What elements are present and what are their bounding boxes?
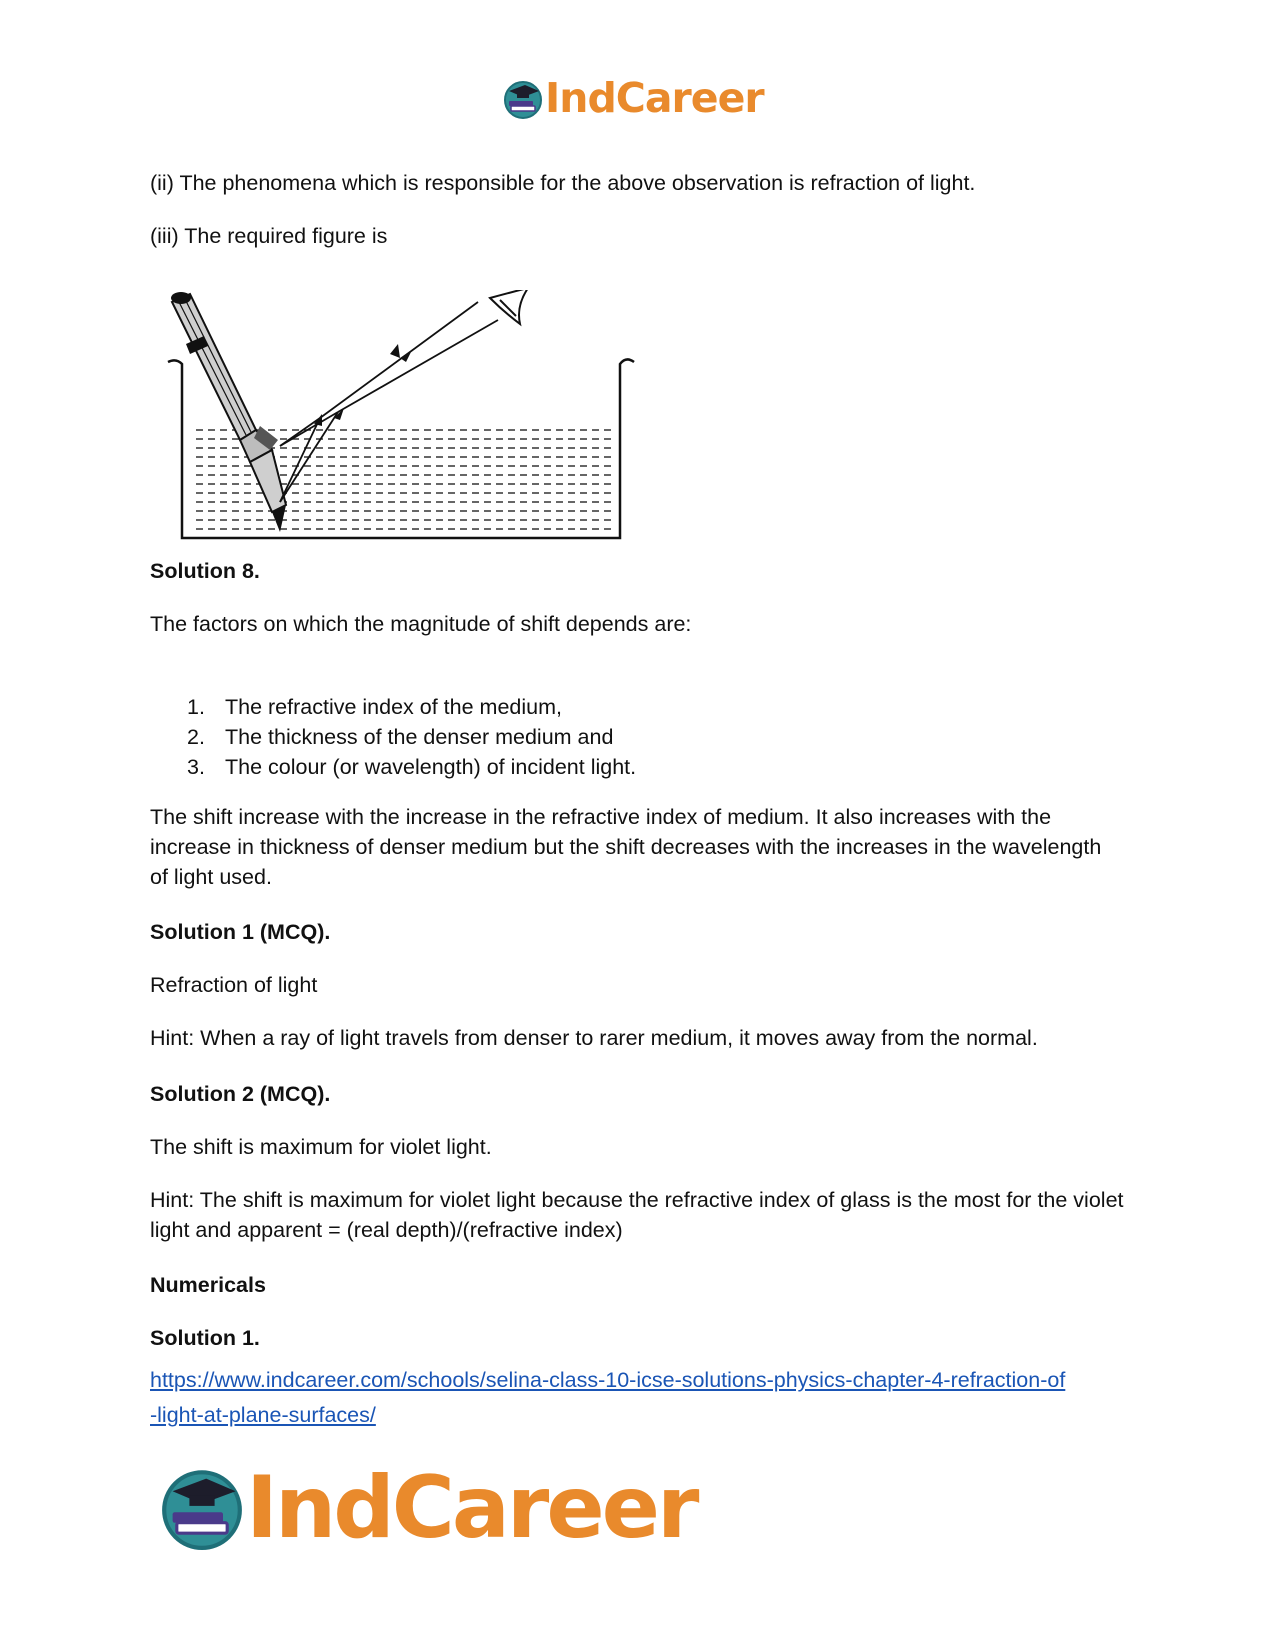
footer-logo [160, 1458, 697, 1558]
footer-logo-text: IndCareer [246, 1458, 697, 1558]
solution-link-line-1[interactable]: https://www.indcareer.com/schools/selina-class-10-icse-solutions-physics-chapter-4-refraction-of [150, 1368, 1066, 1392]
refraction-pencil-figure [160, 290, 650, 550]
mcq-2-hint: Hint: The shift is maximum for violet light because the refractive index of glass is the most for the violet light and apparent = (real depth)/(refractive index) [150, 1188, 1124, 1242]
solution-8-intro: The factors on which the magnitude of shift depends are: [150, 612, 692, 636]
graduation-book-emblem-icon [503, 79, 543, 119]
light-rays [280, 302, 498, 502]
solution-8-explanation: The shift increase with the increase in the refractive index of medium. It also increases with the increase in thickness of denser medium but the shift decreases with the increases in the wavelength of light used. [150, 805, 1102, 889]
graduation-book-emblem-icon [160, 1466, 244, 1550]
mcq-2-answer: The shift is maximum for violet light. [150, 1135, 492, 1159]
factors-list [150, 692, 636, 782]
list-item: 3. The colour (or wavelength) of incident light. [187, 755, 637, 779]
numerical-solution-1-heading: Solution 1. [150, 1326, 260, 1350]
answer-ii: (ii) The phenomena which is responsible for the above observation is refraction of light. [150, 171, 976, 195]
ray-arrowheads [314, 344, 412, 426]
numericals-heading: Numericals [150, 1273, 266, 1297]
mcq-1-answer: Refraction of light [150, 973, 318, 997]
solution-8-heading: Solution 8. [150, 559, 260, 583]
mcq-1-heading: Solution 1 (MCQ). [150, 920, 331, 944]
solution-link-line-2[interactable]: -light-at-plane-surfaces/ [150, 1403, 376, 1427]
list-item: 1. The refractive index of the medium, [187, 695, 562, 719]
mcq-2-heading: Solution 2 (MCQ). [150, 1082, 331, 1106]
list-item: 2. The thickness of the denser medium and [187, 725, 614, 749]
eye-icon [490, 290, 528, 324]
header-logo-text: IndCareer [545, 74, 764, 122]
pencil [171, 292, 286, 532]
answer-iii: (iii) The required figure is [150, 224, 388, 248]
mcq-1-hint: Hint: When a ray of light travels from denser to rarer medium, it moves away from the normal. [150, 1026, 1038, 1050]
header-logo [503, 74, 764, 122]
